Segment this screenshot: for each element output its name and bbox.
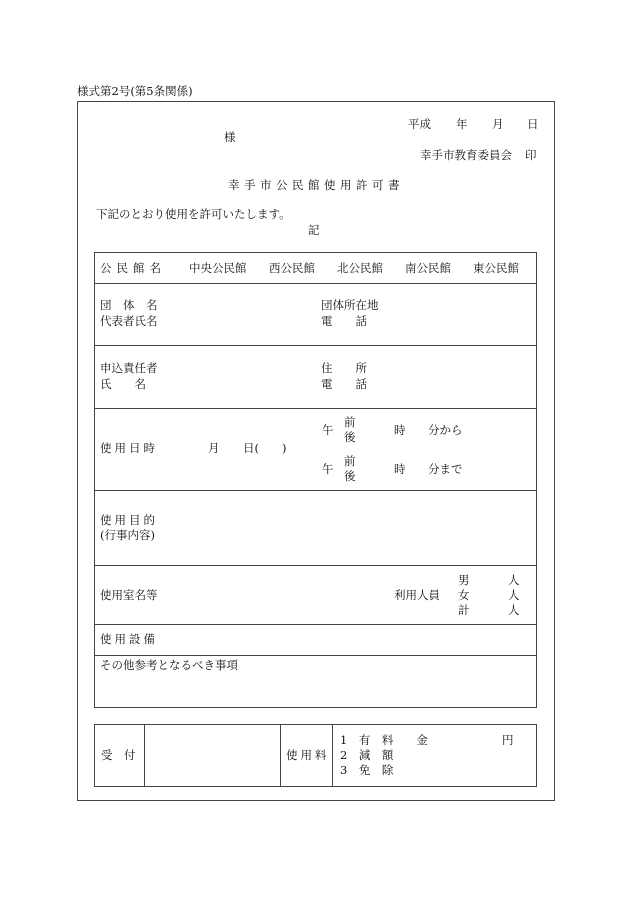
date-day: 日 xyxy=(527,117,539,131)
row-divider xyxy=(94,490,537,491)
col-divider xyxy=(280,724,281,787)
person-unit: 人 xyxy=(508,573,520,587)
date-era: 平成 xyxy=(408,117,431,131)
male-label: 男 xyxy=(458,573,470,587)
row-divider xyxy=(94,283,537,284)
ampm-pm: 後 xyxy=(344,430,356,444)
row-divider xyxy=(94,408,537,409)
fee-option-2[interactable]: 2 減 額 xyxy=(340,748,394,762)
seal: 印 xyxy=(525,148,537,162)
date-month: 月 xyxy=(492,117,504,131)
main-table xyxy=(94,252,537,708)
equipment-label: 使用設備 xyxy=(100,632,158,646)
date-year: 年 xyxy=(456,117,468,131)
form-number: 様式第2号(第5条関係) xyxy=(77,84,193,98)
addressee-suffix: 様 xyxy=(224,130,236,144)
ampm-prefix: 午 xyxy=(322,462,334,476)
reception-label: 受 付 xyxy=(101,748,136,762)
ampm-am: 前 xyxy=(344,454,356,468)
room-label: 使用室名等 xyxy=(100,588,158,602)
date-day-field: 日( ) xyxy=(243,441,287,455)
total-label: 計 xyxy=(458,603,470,617)
phone-label-2: 電 話 xyxy=(321,377,367,391)
row-divider xyxy=(94,624,537,625)
name-label: 氏 名 xyxy=(100,377,146,391)
group-address-label: 団体所在地 xyxy=(321,298,379,312)
kominkan-label: 公民館名 xyxy=(100,261,166,275)
phone-label: 電 話 xyxy=(321,314,367,328)
group-name-label: 団 体 名 xyxy=(100,298,158,312)
female-label: 女 xyxy=(458,588,470,602)
ampm-am: 前 xyxy=(344,415,356,429)
hall-option[interactable]: 東公民館 xyxy=(473,261,519,275)
address-label: 住 所 xyxy=(321,361,367,375)
person-unit: 人 xyxy=(508,588,520,602)
representative-label: 代表者氏名 xyxy=(100,314,158,328)
purpose-label: 使用目的 xyxy=(100,513,158,527)
fee-label: 使用料 xyxy=(286,748,330,762)
fee-option-3[interactable]: 3 免 除 xyxy=(340,763,394,777)
person-unit: 人 xyxy=(508,603,520,617)
users-label: 利用人員 xyxy=(394,588,440,602)
hall-option[interactable]: 北公民館 xyxy=(337,261,383,275)
until-label: 分まで xyxy=(428,462,463,476)
hour-label: 時 xyxy=(394,423,406,437)
col-divider xyxy=(144,724,145,787)
ki-label: 記 xyxy=(308,223,320,237)
applicant-label: 申込責任者 xyxy=(100,361,158,375)
ampm-prefix: 午 xyxy=(322,423,334,437)
hall-option[interactable]: 南公民館 xyxy=(405,261,451,275)
use-date-label: 使用日時 xyxy=(100,441,158,455)
hour-label: 時 xyxy=(394,462,406,476)
purpose-sub-label: (行事内容) xyxy=(100,528,155,542)
fee-unit: 円 xyxy=(502,733,514,747)
row-divider xyxy=(94,655,537,656)
hall-option[interactable]: 西公民館 xyxy=(269,261,315,275)
ampm-pm: 後 xyxy=(344,469,356,483)
hall-option[interactable]: 中央公民館 xyxy=(189,261,247,275)
row-divider xyxy=(94,345,537,346)
notes-label: その他参考となるべき事項 xyxy=(100,658,238,672)
intro-text: 下記のとおり使用を許可いたします。 xyxy=(96,207,291,221)
page-title: 幸手市公民館使用許可書 xyxy=(228,178,404,192)
date-month-field: 月 xyxy=(208,441,220,455)
issuer: 幸手市教育委員会 xyxy=(420,148,512,162)
fee-option-1[interactable]: 1 有 料 金 xyxy=(340,733,428,747)
col-divider xyxy=(332,724,333,787)
from-label: 分から xyxy=(428,423,463,437)
row-divider xyxy=(94,565,537,566)
